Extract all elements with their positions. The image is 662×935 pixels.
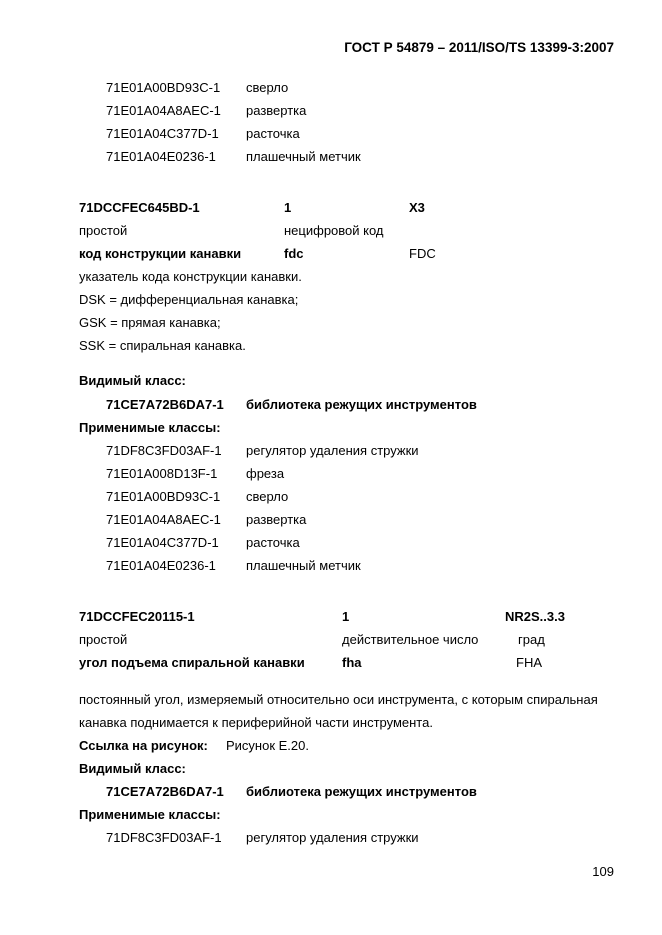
property-id: 71DCCFEC645BD-1 — [79, 200, 200, 215]
class-code: 71E01A04E0236-1 — [106, 149, 216, 164]
applicable-classes-label: Применимые классы: — [79, 807, 221, 822]
class-code: 71E01A008D13F-1 — [106, 466, 218, 481]
figure-ref-label: Ссылка на рисунок: — [79, 738, 208, 753]
class-code: 71E01A00BD93C-1 — [106, 489, 221, 504]
property-datatype: нецифровой код — [284, 223, 384, 238]
class-code: 71DF8C3FD03AF-1 — [106, 443, 222, 458]
visible-class-name: библиотека режущих инструментов — [246, 784, 477, 799]
property-name: угол подъема спиральной канавки — [79, 655, 305, 670]
applicable-classes-label: Применимые классы: — [79, 420, 221, 435]
visible-class-name: библиотека режущих инструментов — [246, 397, 477, 412]
property-type: простой — [79, 632, 128, 647]
visible-class-label: Видимый класс: — [79, 761, 186, 776]
property-id: 71DCCFEC20115-1 — [79, 609, 195, 624]
class-name: развертка — [246, 103, 307, 118]
class-name: сверло — [246, 80, 289, 95]
property-symbol: fdc — [284, 246, 304, 261]
property-code: FHA — [516, 655, 542, 670]
class-code: 71E01A00BD93C-1 — [106, 80, 221, 95]
definition-line: указатель кода конструкции канавки. — [79, 269, 302, 284]
class-name: регулятор удаления стружки — [246, 830, 419, 845]
definition-line: канавка поднимается к периферийной части инструмента. — [79, 715, 433, 730]
class-name: расточка — [246, 535, 300, 550]
page-header: ГОСТ Р 54879 – 2011/ISO/TS 13399-3:2007 — [344, 40, 614, 55]
visible-class-label: Видимый класс: — [79, 373, 186, 388]
property-unit-name: град — [518, 632, 545, 647]
property-code: FDC — [409, 246, 436, 261]
figure-ref-value: Рисунок E.20. — [226, 738, 309, 753]
class-code: 71E01A04C377D-1 — [106, 535, 219, 550]
page-number: 109 — [592, 864, 614, 879]
class-name: фреза — [246, 466, 285, 481]
definition-line: GSK = прямая канавка; — [79, 315, 221, 330]
definition-line: постоянный угол, измеряемый относительно оси инструмента, с которым спиральная — [79, 692, 598, 707]
class-code: 71E01A04C377D-1 — [106, 126, 219, 141]
class-code: 71E01A04E0236-1 — [106, 558, 216, 573]
property-datatype: действительное число — [342, 632, 479, 647]
visible-class-code: 71CE7A72B6DA7-1 — [106, 397, 224, 412]
property-version: 1 — [342, 609, 350, 624]
class-name: плашечный метчик — [246, 558, 361, 573]
definition-line: SSK = спиральная канавка. — [79, 338, 246, 353]
property-version: 1 — [284, 200, 292, 215]
property-unit: NR2S..3.3 — [505, 609, 565, 624]
class-code: 71E01A04A8AEC-1 — [106, 103, 221, 118]
class-name: развертка — [246, 512, 307, 527]
property-type: простой — [79, 223, 128, 238]
class-name: плашечный метчик — [246, 149, 361, 164]
definition-line: DSK = дифференциальная канавка; — [79, 292, 299, 307]
property-name: код конструкции канавки — [79, 246, 242, 261]
class-name: расточка — [246, 126, 300, 141]
class-name: сверло — [246, 489, 289, 504]
class-name: регулятор удаления стружки — [246, 443, 419, 458]
visible-class-code: 71CE7A72B6DA7-1 — [106, 784, 224, 799]
property-symbol: fha — [342, 655, 362, 670]
class-code: 71E01A04A8AEC-1 — [106, 512, 221, 527]
property-unit: X3 — [409, 200, 425, 215]
class-code: 71DF8C3FD03AF-1 — [106, 830, 222, 845]
